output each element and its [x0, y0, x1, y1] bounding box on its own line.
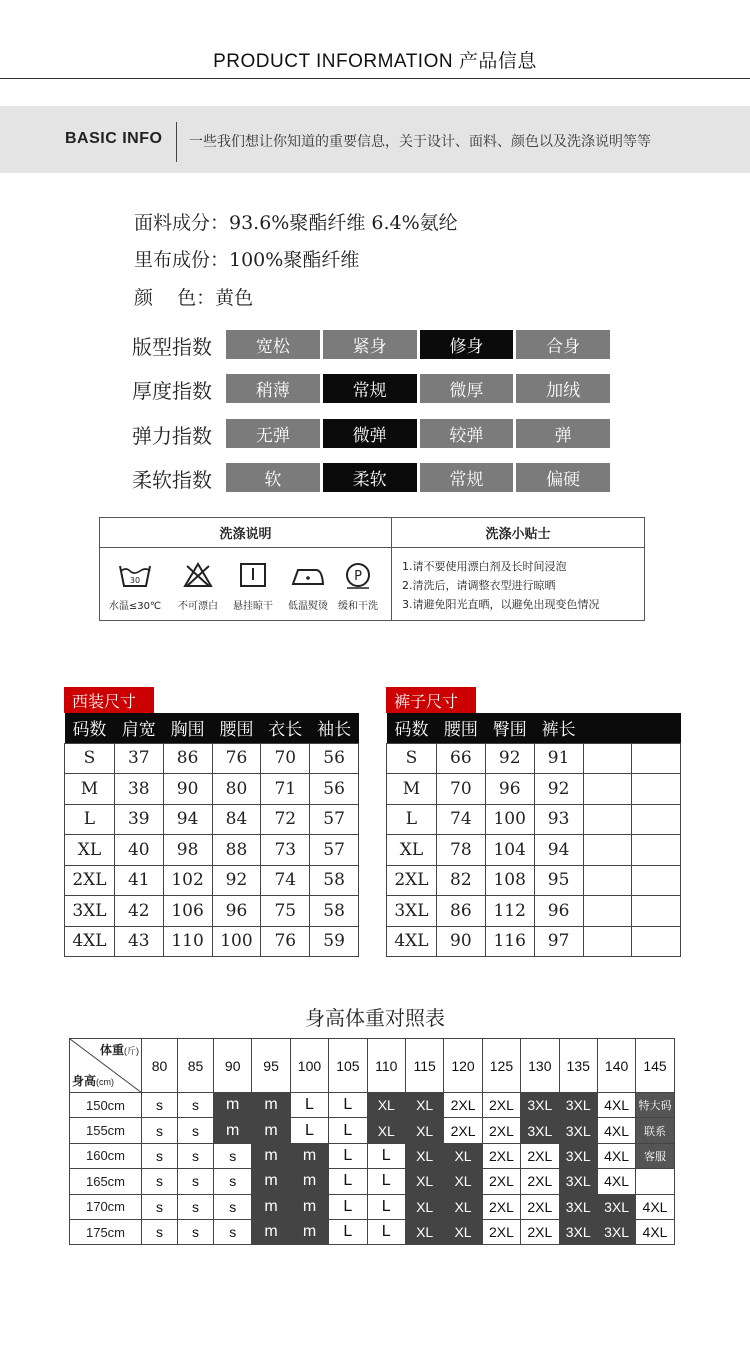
size-cell: L [329, 1219, 367, 1244]
size-cell: s [178, 1143, 214, 1168]
table-row [387, 896, 681, 927]
index-option: 常规 [420, 463, 514, 492]
weight-header-cell: 115 [405, 1039, 443, 1093]
size-cell: L [367, 1169, 405, 1194]
size-cell: 2XL [521, 1143, 559, 1168]
size-cell: 80 [212, 774, 261, 805]
index-options-row [226, 419, 610, 449]
height-cell: 170cm [70, 1194, 142, 1219]
size-cell: 3XL [387, 896, 437, 927]
index-option: 微弹 [323, 419, 417, 448]
size-cell: XL [405, 1143, 443, 1168]
size-cell: 3XL [559, 1143, 597, 1168]
size-cell: XL [405, 1194, 443, 1219]
index-option: 紧身 [323, 330, 417, 359]
size-cell: 106 [163, 896, 212, 927]
size-cell: m [214, 1118, 252, 1143]
table-row [65, 896, 359, 927]
size-cell: 84 [212, 804, 261, 835]
size-cell: L [367, 1194, 405, 1219]
size-header-cell: 袖长 [310, 713, 359, 743]
size-cell: s [214, 1219, 252, 1244]
size-cell: 96 [212, 896, 261, 927]
table-row [387, 835, 681, 866]
size-cell: s [142, 1143, 178, 1168]
size-cell: 4XL [597, 1169, 635, 1194]
size-cell: 70 [436, 774, 485, 805]
size-cell: 56 [310, 743, 359, 774]
size-cell: 3XL [559, 1194, 597, 1219]
size-cell: 2XL [482, 1143, 520, 1168]
size-cell: 3XL [559, 1219, 597, 1244]
size-cell: S [387, 743, 437, 774]
svg-text:P: P [354, 569, 362, 584]
size-cell: L [329, 1093, 367, 1118]
pants-size-table [386, 713, 681, 957]
size-cell: 100 [485, 804, 534, 835]
size-cell: XL [367, 1093, 405, 1118]
size-cell: XL [405, 1118, 443, 1143]
table-row [70, 1219, 675, 1244]
svg-text:30: 30 [129, 576, 141, 585]
size-cell: 客服 [636, 1143, 674, 1168]
size-cell: 41 [114, 865, 163, 896]
size-header-cell: 肩宽 [114, 713, 163, 743]
wash-30-icon [105, 562, 165, 588]
size-cell: L [65, 804, 115, 835]
weight-header-cell: 130 [521, 1039, 559, 1093]
washing-tip: 2.清洗后，请调整衣型进行晾晒 [402, 579, 556, 592]
size-header-cell: 码数 [387, 713, 437, 743]
size-cell: 2XL [482, 1118, 520, 1143]
table-row [65, 743, 359, 774]
size-cell: 2XL [387, 865, 437, 896]
size-cell: m [290, 1169, 328, 1194]
size-cell: L [367, 1219, 405, 1244]
index-options-row [226, 330, 610, 360]
size-cell: 110 [163, 926, 212, 957]
weight-header-cell: 140 [597, 1039, 635, 1093]
size-cell: 102 [163, 865, 212, 896]
washing-tips-title: 洗涤小贴士 [392, 518, 644, 548]
wash-30-label: 水温≤30℃ [108, 601, 162, 612]
pants-size-section [386, 687, 681, 957]
size-header-cell: 裤长 [534, 713, 583, 743]
size-cell: 93 [534, 804, 583, 835]
index-option: 较弹 [420, 419, 514, 448]
size-cell: 90 [163, 774, 212, 805]
size-cell: L [329, 1169, 367, 1194]
height-weight-title: 身高体重对照表 [305, 1006, 445, 1030]
size-cell: m [252, 1143, 290, 1168]
size-header-cell [632, 713, 681, 743]
lining-composition: 里布成份：100%聚酯纤维 [134, 249, 360, 271]
size-cell: m [252, 1169, 290, 1194]
size-cell [583, 804, 632, 835]
size-cell: s [178, 1169, 214, 1194]
size-cell: m [214, 1093, 252, 1118]
size-cell: 57 [310, 804, 359, 835]
size-cell: XL [444, 1169, 482, 1194]
washing-instructions-box [99, 517, 645, 621]
size-cell: 2XL [444, 1118, 482, 1143]
size-cell [632, 774, 681, 805]
size-cell: 2XL [482, 1219, 520, 1244]
size-cell: L [290, 1118, 328, 1143]
height-cell: 155cm [70, 1118, 142, 1143]
size-cell: 4XL [597, 1143, 635, 1168]
corner-weight-label [100, 1041, 139, 1058]
size-cell: S [65, 743, 115, 774]
size-cell: 108 [485, 865, 534, 896]
table-row [65, 804, 359, 835]
size-header-row [387, 713, 681, 743]
fabric-composition: 面料成分：93.6%聚酯纤维 6.4%氨纶 [134, 212, 458, 234]
index-options-row [226, 374, 610, 404]
table-row [387, 865, 681, 896]
size-cell: 3XL [597, 1219, 635, 1244]
size-cell: 2XL [482, 1169, 520, 1194]
size-cell: 2XL [482, 1194, 520, 1219]
size-cell: s [142, 1093, 178, 1118]
table-row [65, 835, 359, 866]
size-cell: L [329, 1118, 367, 1143]
dry-clean-icon [328, 562, 388, 590]
height-weight-table [69, 1038, 675, 1245]
size-cell: 2XL [444, 1093, 482, 1118]
size-cell [632, 804, 681, 835]
index-option: 微厚 [420, 374, 514, 403]
size-cell: L [387, 804, 437, 835]
no-bleach-icon [168, 562, 228, 588]
size-header-cell: 腰围 [212, 713, 261, 743]
size-cell: L [329, 1143, 367, 1168]
size-cell: 42 [114, 896, 163, 927]
size-cell: 74 [436, 804, 485, 835]
size-cell: 92 [534, 774, 583, 805]
size-cell: 特大码 [636, 1093, 674, 1118]
suit-size-tag: 西装尺寸 [64, 687, 154, 713]
size-cell: 3XL [521, 1118, 559, 1143]
size-cell: m [290, 1143, 328, 1168]
size-cell: 92 [485, 743, 534, 774]
size-cell: 联系 [636, 1118, 674, 1143]
table-row [70, 1143, 675, 1168]
size-cell [632, 743, 681, 774]
size-cell: 43 [114, 926, 163, 957]
weight-header-cell: 90 [214, 1039, 252, 1093]
size-header-cell [583, 713, 632, 743]
size-cell: 2XL [65, 865, 115, 896]
table-row [70, 1093, 675, 1118]
height-cell: 165cm [70, 1169, 142, 1194]
size-header-cell: 腰围 [436, 713, 485, 743]
size-cell: 90 [436, 926, 485, 957]
size-cell: XL [444, 1219, 482, 1244]
size-header-cell: 衣长 [261, 713, 310, 743]
index-option: 偏硬 [516, 463, 610, 492]
size-cell: L [329, 1194, 367, 1219]
size-cell: 66 [436, 743, 485, 774]
size-cell: XL [387, 835, 437, 866]
size-cell: 4XL [636, 1194, 674, 1219]
size-cell: XL [405, 1093, 443, 1118]
hang-dry-label: 悬挂晾干 [233, 601, 273, 612]
size-cell: 4XL [65, 926, 115, 957]
corner-height-label [72, 1072, 114, 1089]
size-cell: s [178, 1219, 214, 1244]
size-header-cell: 胸围 [163, 713, 212, 743]
size-cell: 97 [534, 926, 583, 957]
size-cell: s [214, 1143, 252, 1168]
washing-title: 洗涤说明 [100, 518, 391, 548]
corner-cell [70, 1039, 142, 1093]
size-cell: s [142, 1219, 178, 1244]
size-cell [632, 865, 681, 896]
size-cell: XL [405, 1169, 443, 1194]
size-cell: 4XL [597, 1118, 635, 1143]
size-cell: XL [405, 1219, 443, 1244]
size-cell: 92 [212, 865, 261, 896]
weight-header-cell: 110 [367, 1039, 405, 1093]
height-cell: 160cm [70, 1143, 142, 1168]
size-cell: m [252, 1118, 290, 1143]
index-options-row [226, 463, 610, 493]
corner-height-text: 身高 [72, 1074, 97, 1088]
suit-size-table [64, 713, 359, 957]
weight-header-cell: 135 [559, 1039, 597, 1093]
low-iron-label: 低温熨烫 [288, 601, 328, 612]
no-bleach-label: 不可漂白 [178, 601, 218, 612]
table-row [387, 926, 681, 957]
size-cell: 94 [534, 835, 583, 866]
size-cell: 59 [310, 926, 359, 957]
size-cell: 73 [261, 835, 310, 866]
size-cell: 3XL [65, 896, 115, 927]
size-cell: s [142, 1118, 178, 1143]
size-cell: 2XL [521, 1219, 559, 1244]
size-cell: 76 [212, 743, 261, 774]
size-cell: 58 [310, 865, 359, 896]
size-cell: m [290, 1194, 328, 1219]
index-option: 宽松 [226, 330, 320, 359]
index-option: 常规 [323, 374, 417, 403]
table-row [65, 926, 359, 957]
height-cell: 175cm [70, 1219, 142, 1244]
size-cell: 116 [485, 926, 534, 957]
index-option: 弹 [516, 419, 610, 448]
size-cell: 3XL [559, 1093, 597, 1118]
weight-header-cell: 85 [178, 1039, 214, 1093]
size-cell [583, 743, 632, 774]
size-cell: s [214, 1169, 252, 1194]
index-option: 加绒 [516, 374, 610, 403]
corner-weight-unit: (斤) [124, 1046, 139, 1056]
size-cell [632, 896, 681, 927]
size-cell: s [178, 1194, 214, 1219]
size-cell: 40 [114, 835, 163, 866]
corner-height-unit: (cm) [96, 1077, 115, 1087]
size-cell: 58 [310, 896, 359, 927]
size-cell: 75 [261, 896, 310, 927]
size-cell: s [214, 1194, 252, 1219]
size-cell: m [252, 1219, 290, 1244]
index-label: 厚度指数 [132, 379, 212, 403]
size-cell: 37 [114, 743, 163, 774]
weight-header-cell: 105 [329, 1039, 367, 1093]
size-cell: 82 [436, 865, 485, 896]
size-cell: 100 [212, 926, 261, 957]
size-cell: 57 [310, 835, 359, 866]
size-header-row [65, 713, 359, 743]
weight-header-cell: 100 [290, 1039, 328, 1093]
size-cell [583, 865, 632, 896]
index-option: 稍薄 [226, 374, 320, 403]
size-cell: 94 [163, 804, 212, 835]
size-cell: XL [65, 835, 115, 866]
index-option: 修身 [420, 330, 514, 359]
size-cell: 39 [114, 804, 163, 835]
size-cell: 3XL [559, 1169, 597, 1194]
size-cell: 2XL [482, 1093, 520, 1118]
size-cell: M [387, 774, 437, 805]
size-cell: 71 [261, 774, 310, 805]
size-cell: 91 [534, 743, 583, 774]
size-cell: XL [444, 1143, 482, 1168]
weight-header-cell: 120 [444, 1039, 482, 1093]
size-cell: 56 [310, 774, 359, 805]
size-cell [583, 896, 632, 927]
size-cell [632, 926, 681, 957]
size-cell: 4XL [597, 1093, 635, 1118]
size-cell: 74 [261, 865, 310, 896]
index-label: 柔软指数 [132, 468, 212, 492]
color-spec: 颜 色：黄色 [134, 287, 254, 309]
index-option: 柔软 [323, 463, 417, 492]
weight-header-row [70, 1039, 675, 1093]
size-cell: 72 [261, 804, 310, 835]
basic-info-label: BASIC INFO [65, 130, 163, 147]
index-option: 无弹 [226, 419, 320, 448]
size-cell: 98 [163, 835, 212, 866]
size-header-cell: 码数 [65, 713, 115, 743]
size-cell: s [178, 1093, 214, 1118]
table-row [387, 804, 681, 835]
weight-header-cell: 125 [482, 1039, 520, 1093]
size-header-cell: 臀围 [485, 713, 534, 743]
size-cell: 3XL [559, 1118, 597, 1143]
size-cell [583, 835, 632, 866]
size-cell: 96 [485, 774, 534, 805]
size-cell: M [65, 774, 115, 805]
size-cell: 112 [485, 896, 534, 927]
size-cell: 70 [261, 743, 310, 774]
index-label: 弹力指数 [132, 424, 212, 448]
size-cell: 104 [485, 835, 534, 866]
size-cell: s [142, 1169, 178, 1194]
table-row [387, 774, 681, 805]
size-cell: 3XL [597, 1194, 635, 1219]
size-cell [583, 926, 632, 957]
weight-header-cell: 95 [252, 1039, 290, 1093]
weight-header-cell: 145 [636, 1039, 674, 1093]
size-cell: m [252, 1194, 290, 1219]
size-cell: 2XL [521, 1194, 559, 1219]
suit-size-section [64, 687, 359, 957]
size-cell: 95 [534, 865, 583, 896]
basic-info-description: 一些我们想让你知道的重要信息，关于设计、面料、颜色以及洗涤说明等等 [189, 134, 651, 150]
size-cell [632, 835, 681, 866]
table-row [70, 1169, 675, 1194]
washing-tip: 3.请避免阳光直晒，以避免出现变色情况 [402, 598, 600, 611]
dry-clean-label: 缓和干洗 [338, 601, 378, 612]
table-row [387, 743, 681, 774]
size-cell: 78 [436, 835, 485, 866]
basic-info-divider [176, 122, 177, 162]
size-cell: m [252, 1093, 290, 1118]
size-cell: 76 [261, 926, 310, 957]
index-option: 合身 [516, 330, 610, 359]
size-cell: 4XL [387, 926, 437, 957]
size-cell: s [178, 1118, 214, 1143]
table-row [65, 865, 359, 896]
page-title: PRODUCT INFORMATION 产品信息 [213, 51, 537, 72]
corner-weight-text: 体重 [99, 1043, 124, 1057]
table-row [70, 1118, 675, 1143]
size-cell: 86 [436, 896, 485, 927]
hang-dry-icon [223, 562, 283, 588]
size-cell: 2XL [521, 1169, 559, 1194]
size-cell: 38 [114, 774, 163, 805]
size-cell: s [142, 1194, 178, 1219]
size-cell: XL [367, 1118, 405, 1143]
index-label: 版型指数 [132, 335, 212, 359]
pants-size-tag: 裤子尺寸 [386, 687, 476, 713]
height-cell: 150cm [70, 1093, 142, 1118]
header-divider [0, 78, 750, 79]
size-cell: XL [444, 1194, 482, 1219]
size-cell [583, 774, 632, 805]
size-cell: L [290, 1093, 328, 1118]
size-cell: L [367, 1143, 405, 1168]
size-cell: 88 [212, 835, 261, 866]
table-row [70, 1194, 675, 1219]
washing-tip: 1.请不要使用漂白剂及长时间浸泡 [402, 560, 567, 573]
size-cell: m [290, 1219, 328, 1244]
table-row [65, 774, 359, 805]
size-cell: 4XL [636, 1219, 674, 1244]
size-cell: 3XL [521, 1093, 559, 1118]
size-cell: 86 [163, 743, 212, 774]
index-option: 软 [226, 463, 320, 492]
size-cell: 96 [534, 896, 583, 927]
size-cell [636, 1169, 674, 1194]
weight-header-cell: 80 [142, 1039, 178, 1093]
